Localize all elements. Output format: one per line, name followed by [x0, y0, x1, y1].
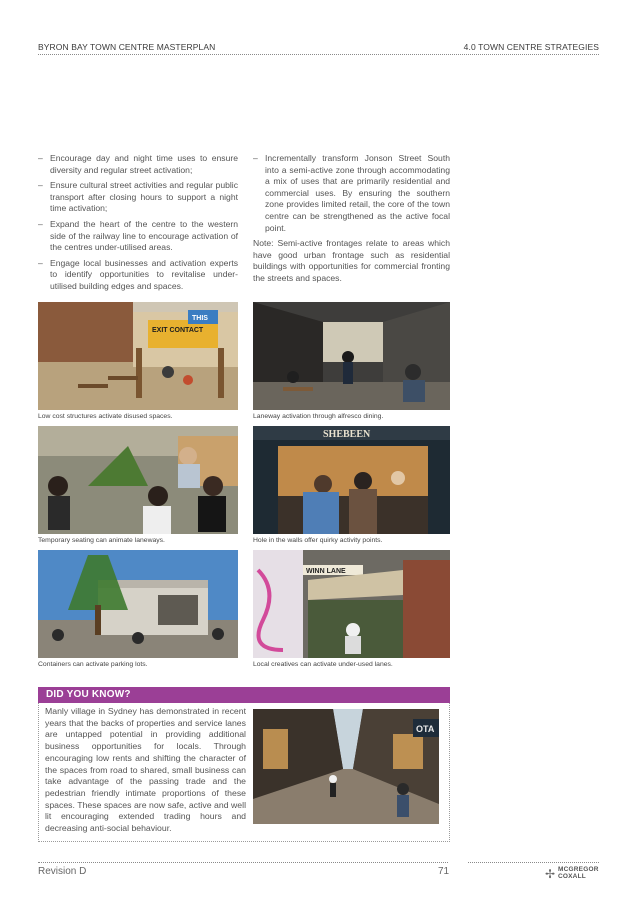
did-you-know-body: Manly village in Sydney has demonstrated in recent years that the backs of properties and service lanes are untapped potential in providing additional business opportunities for locals. Through encouraging low rents and shifting the character of the spaces from road to shared, small business can take advantage of the passing trade and the pedestrian friendly intimate proportions of these spaces. These spaces are now safe, active and well lit encouraging extended trading hours and decreasing anti-social behaviour. [45, 706, 246, 834]
photo-illustration [253, 426, 450, 534]
photo-illustration [253, 709, 439, 824]
photo-sign-text: WINN LANE [306, 568, 346, 575]
photo-low-cost-structures [38, 302, 238, 410]
company-logo [545, 866, 605, 882]
strategy-item: – Engage local businesses and activation experts to identify opportunities to revitalise under-utilised building edges and spaces. [38, 258, 238, 293]
photo-illustration [253, 550, 450, 658]
did-you-know-header [38, 687, 450, 703]
photo-sign-text: THIS [192, 315, 208, 322]
document-title: BYRON BAY TOWN CENTRE MASTERPLAN [38, 42, 216, 52]
right-column [253, 153, 450, 285]
strategy-item: – Incrementally transform Jonson Street South into a semi-active zone through accommodating a mix of uses that are primarily residential and commercial uses. By ensuring the southern zone provides limited retail, the core of the town centre can be strengthened as the active focal point. [253, 153, 450, 234]
photo-manly-laneway [253, 709, 439, 824]
photo-caption: Temporary seating can animate laneways. [38, 537, 165, 544]
footer-divider [38, 862, 448, 863]
photo-temporary-seating [38, 426, 238, 534]
photo-hole-in-the-wall [253, 426, 450, 534]
footer-divider [468, 862, 599, 863]
strategy-list [253, 153, 450, 234]
photo-illustration [38, 550, 238, 658]
strategy-list [38, 153, 238, 293]
strategy-item: – Encourage day and night time uses to ensure diversity and regular street activation; [38, 153, 238, 176]
note-paragraph: Note: Semi-active frontages relate to areas which have good urban frontage such as residential buildings with opportunities for commercial fronting the streets and spaces. [253, 238, 450, 283]
logo-text: COXALL [558, 873, 586, 880]
photo-local-creatives [253, 550, 450, 658]
photo-caption: Containers can activate parking lots. [38, 661, 148, 668]
section-title: 4.0 TOWN CENTRE STRATEGIES [463, 42, 599, 52]
photo-illustration [38, 302, 238, 410]
page-number: 71 [438, 866, 450, 877]
left-column [38, 153, 238, 297]
photo-containers [38, 550, 238, 658]
did-you-know-title: DID YOU KNOW? [46, 689, 131, 700]
photo-caption: Laneway activation through alfresco dining. [253, 413, 384, 420]
logo-text: MCGREGOR [558, 866, 599, 873]
photo-caption: Low cost structures activate disused spaces. [38, 413, 173, 420]
strategy-item: – Ensure cultural street activities and regular public transport after closing hours to support a night time activation; [38, 180, 238, 215]
header-divider [38, 54, 599, 55]
photo-illustration [38, 426, 238, 534]
photo-caption: Local creatives can activate under-used lanes. [253, 661, 393, 668]
photo-sign-text: EXIT CONTACT [152, 327, 204, 334]
photo-illustration [253, 302, 450, 410]
photo-sign-text: OTA [416, 724, 435, 734]
photo-sign-text: SHEBEEN [323, 429, 371, 440]
photo-laneway-dining [253, 302, 450, 410]
revision-label: Revision D [38, 866, 87, 877]
logo-cross-icon: ✢ [545, 867, 556, 881]
strategy-item: – Expand the heart of the centre to the western side of the railway line to encourage activation of the centres under-utilised areas. [38, 219, 238, 254]
photo-caption: Hole in the walls offer quirky activity points. [253, 537, 383, 544]
